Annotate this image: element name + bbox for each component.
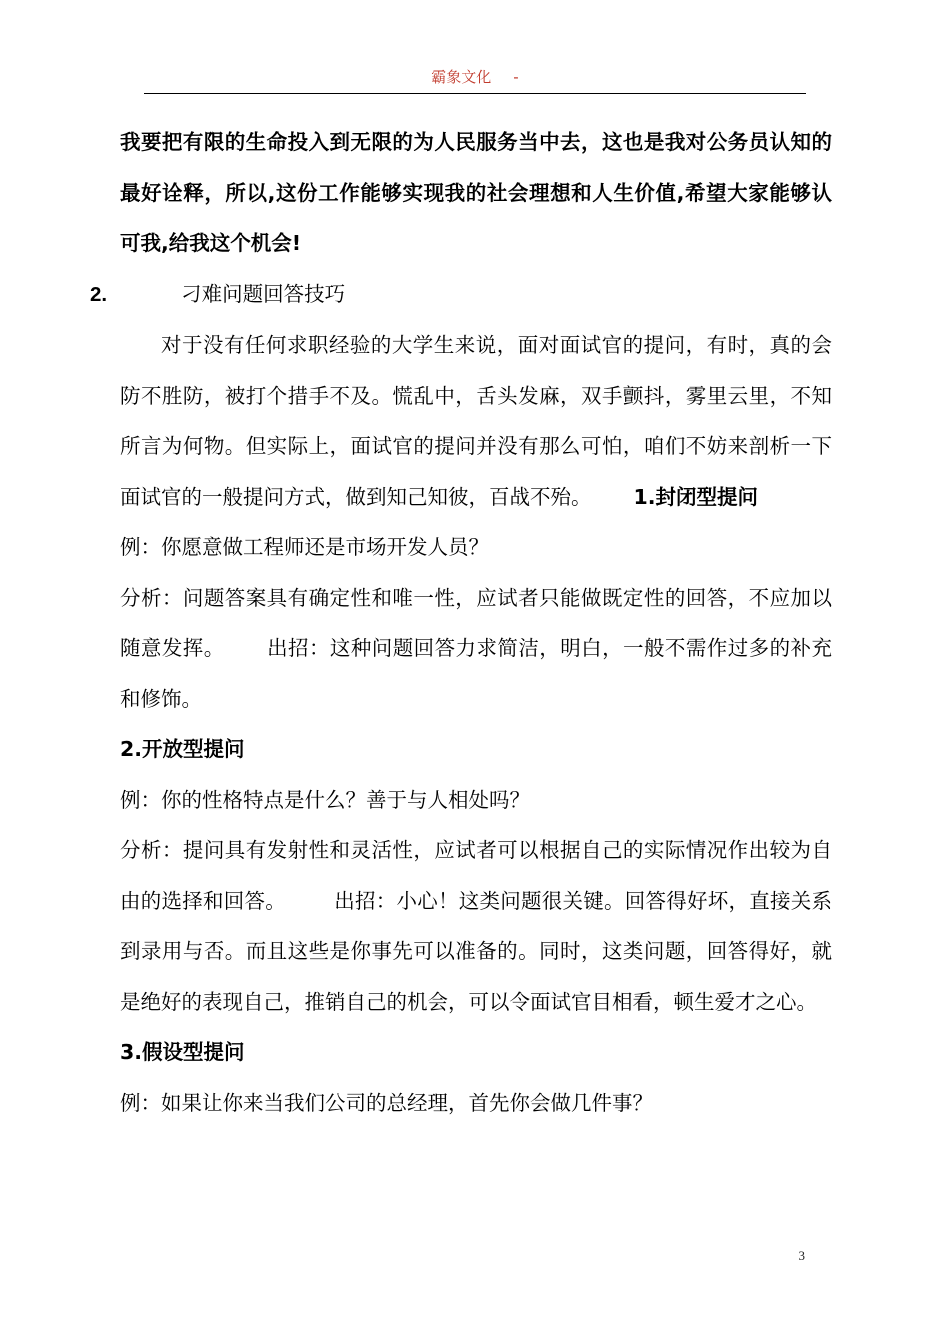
analysis-closed [120,573,832,725]
header-brand: 霸象文化 [431,68,492,86]
section-number: 2. [90,282,108,306]
paragraph-intro [120,320,832,522]
analysis-open-text: 分析：提问具有发射性和灵活性，应试者可以根据自己的实际情况作出较为自由的选择和回答。 [120,838,832,913]
tip-open-text: 出招：小心！这类问题很关键。回答得好坏，直接关系到录用与否。而且这些是你事先可以准备的。同时，这类问题，回答得好，就是绝好的表现自己，推销自己的机会，可以令面试官目相看，顿生爱才之心。 [120,888,832,1014]
tip-closed-text: 出招：这种问题回答力求简洁，明白，一般不需作过多的补充和修饰。 [120,636,832,711]
page-number: 3 [798,1248,805,1263]
document-body [90,117,832,1128]
subheading-hypothetical: 3.假设型提问 [120,1040,245,1064]
subheading-closed: 1.封闭型提问 [633,484,759,509]
example-hypothetical: 例：如果让你来当我们公司的总经理，首先你会做几件事？ [120,1090,653,1115]
analysis-closed-text: 分析：问题答案具有确定性和唯一性，应试者只能做既定性的回答，不应加以随意发挥。 [120,585,832,660]
example-open: 例：你的性格特点是什么？善于与人相处吗？ [120,787,530,812]
section-title: 刁难问题回答技巧 [181,281,346,306]
header-suffix: - [513,68,519,86]
intro-text: 对于没有任何求职经验的大学生来说，面对面试官的提问，有时，真的会防不胜防，被打个措手不及。慌乱中，舌头发麻，双手颤抖，雾里云里，不知所言为何物。但实际上，面试官的提问并没有那么可怕，咱们不妨来剖析一下面试官的一般提问方式，做到知己知彼，百战不殆。 [120,333,832,509]
header-rule [144,93,806,94]
section-heading [90,269,832,321]
paragraph-conclusion: 我要把有限的生命投入到无限的为人民服务当中去，这也是我对公务员认知的最好诠释，所以,这份工作能够实现我的社会理想和人生价值,希望大家能够认可我,给我这个机会! [120,130,832,255]
example-closed: 例：你愿意做工程师还是市场开发人员？ [120,535,489,559]
subheading-open: 2.开放型提问 [120,737,245,761]
page-header [0,66,950,87]
analysis-open [120,825,832,1027]
